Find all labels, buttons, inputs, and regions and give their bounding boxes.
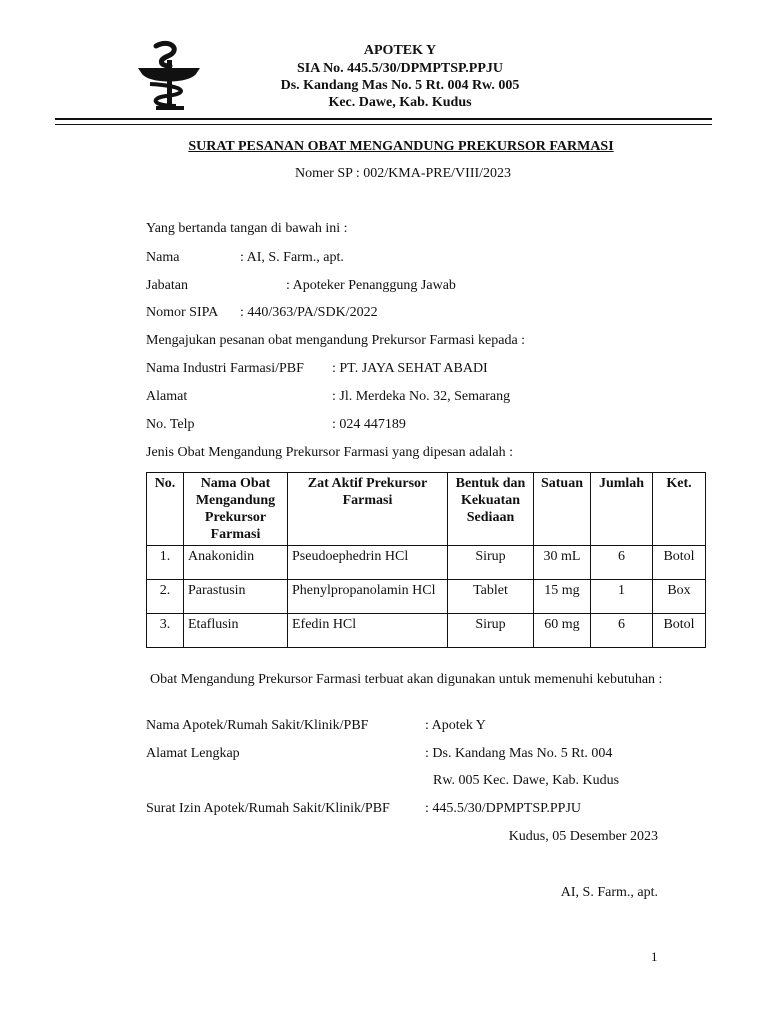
recipient-address-value-2: Rw. 005 Kec. Dawe, Kab. Kudus — [433, 773, 620, 788]
bowl-of-hygieia-icon — [136, 40, 202, 112]
col-header-note: Ket. — [653, 473, 706, 546]
signature-name: AI, S. Farm., apt. — [560, 885, 658, 900]
cell-dosage-form: Sirup — [448, 614, 534, 648]
cell-quantity: 1 — [591, 580, 653, 614]
supplier-name-value: : PT. JAYA SEHAT ABADI — [332, 361, 488, 376]
cell-no: 2. — [147, 580, 184, 614]
supplier-phone-label: No. Telp — [146, 417, 195, 432]
recipient-address-label: Alamat Lengkap — [146, 746, 240, 761]
place-date: Kudus, 05 Desember 2023 — [508, 829, 658, 844]
col-header-active-substance: Zat Aktif Prekursor Farmasi — [288, 473, 448, 546]
cell-active-substance: Phenylpropanolamin HCl — [288, 580, 448, 614]
document-number: Nomer SP : 002/KMA-PRE/VIII/2023 — [294, 166, 512, 181]
usage-statement: Obat Mengandung Prekursor Farmasi terbuat akan digunakan untuk memenuhi kebutuhan : — [150, 672, 663, 687]
intro-text: Yang bertanda tangan di bawah ini : — [146, 221, 348, 236]
col-header-unit: Satuan — [534, 473, 591, 546]
recipient-permit-value: : 445.5/30/DPMPTSP.PPJU — [425, 801, 582, 816]
recipient-permit-label: Surat Izin Apotek/Rumah Sakit/Klinik/PBF — [146, 801, 390, 816]
cell-dosage-form: Tablet — [448, 580, 534, 614]
col-header-drug-name: Nama Obat Mengandung Prekursor Farmasi — [184, 473, 288, 546]
cell-dosage-form: Sirup — [448, 546, 534, 580]
cell-unit: 15 mg — [534, 580, 591, 614]
cell-quantity: 6 — [591, 546, 653, 580]
cell-note: Box — [653, 580, 706, 614]
request-line: Mengajukan pesanan obat mengandung Prekursor Farmasi kepada : — [146, 333, 526, 348]
cell-quantity: 6 — [591, 614, 653, 648]
col-header-dosage-form: Bentuk dan Kekuatan Sediaan — [448, 473, 534, 546]
table-row — [147, 614, 706, 648]
col-header-quantity: Jumlah — [591, 473, 653, 546]
col-header-no: No. — [147, 473, 184, 546]
signer-position-label: Jabatan — [146, 278, 188, 293]
signer-position-value: : Apoteker Penanggung Jawab — [286, 278, 456, 293]
cell-no: 3. — [147, 614, 184, 648]
cell-drug-name: Parastusin — [184, 580, 288, 614]
cell-active-substance: Efedin HCl — [288, 614, 448, 648]
order-table — [146, 472, 706, 648]
header-divider-thin — [55, 124, 712, 125]
page-number: 1 — [651, 949, 658, 964]
cell-unit: 30 mL — [534, 546, 591, 580]
recipient-address-value-1: : Ds. Kandang Mas No. 5 Rt. 004 — [425, 746, 613, 761]
cell-note: Botol — [653, 614, 706, 648]
cell-note: Botol — [653, 546, 706, 580]
supplier-name-label: Nama Industri Farmasi/PBF — [146, 361, 304, 376]
table-intro: Jenis Obat Mengandung Prekursor Farmasi yang dipesan adalah : — [146, 445, 514, 460]
cell-drug-name: Anakonidin — [184, 546, 288, 580]
cell-unit: 60 mg — [534, 614, 591, 648]
signer-name-label: Nama — [146, 250, 180, 265]
signer-sipa-label: Nomor SIPA — [146, 305, 219, 320]
cell-active-substance: Pseudoephedrin HCl — [288, 546, 448, 580]
table-row — [147, 580, 706, 614]
supplier-address-label: Alamat — [146, 389, 188, 404]
table-row — [147, 546, 706, 580]
cell-no: 1. — [147, 546, 184, 580]
recipient-name-label: Nama Apotek/Rumah Sakit/Klinik/PBF — [146, 718, 369, 733]
pharmacy-address: Ds. Kandang Mas No. 5 Rt. 004 Rw. 005 — [280, 78, 520, 93]
pharmacy-district: Kec. Dawe, Kab. Kudus — [328, 95, 472, 110]
recipient-name-value: : Apotek Y — [425, 718, 486, 733]
table-header-row — [147, 473, 706, 546]
signer-name-value: : AI, S. Farm., apt. — [240, 250, 344, 265]
header-divider-thick — [55, 118, 712, 120]
sia-number: SIA No. 445.5/30/DPMPTSP.PPJU — [297, 61, 503, 76]
signer-sipa-value: : 440/363/PA/SDK/2022 — [240, 305, 378, 320]
pharmacy-name: APOTEK Y — [363, 43, 437, 58]
supplier-address-value: : Jl. Merdeka No. 32, Semarang — [332, 389, 511, 404]
cell-drug-name: Etaflusin — [184, 614, 288, 648]
document-title: SURAT PESANAN OBAT MENGANDUNG PREKURSOR FARMASI — [188, 139, 614, 154]
supplier-phone-value: : 024 447189 — [332, 417, 406, 432]
